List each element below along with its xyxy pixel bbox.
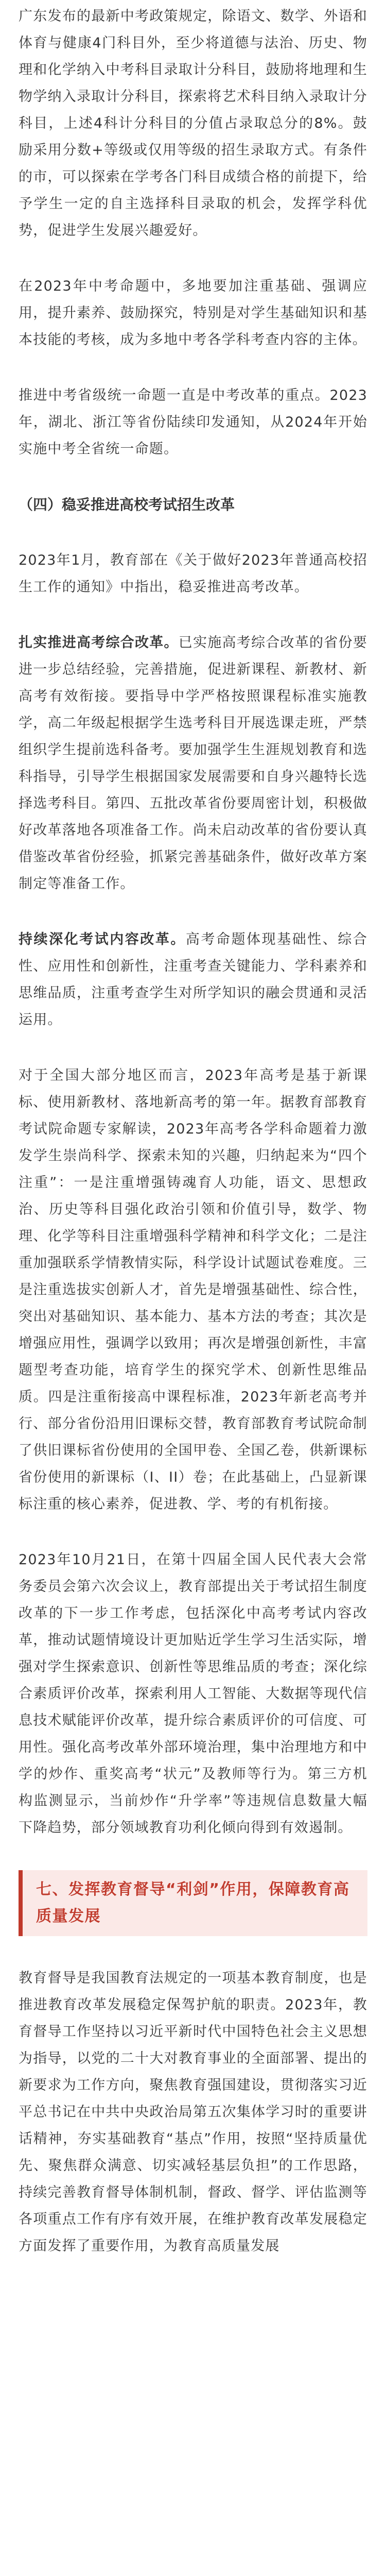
paragraph-content-reform: [19, 926, 367, 1033]
paragraph-guangdong-zhongkao: 广东发布的最新中考政策规定，除语文、数学、外语和体育与健康4门科目外，至少将道德与法治、历史、物理和化学纳入中考科目录取计分科目，鼓励将地理和生物学纳入录取计分科目，探索将艺术科目纳入录取计分科目，上述4科计分科目的分值占录取总分的8%。鼓励采用分数+等级或仅用等级的招生录取方式。有条件的市，可以探索在学考各门科目成绩合格的前提下，给予学生一定的自主选择科目录取的机会，发挥学科优势，促进学生发展兴趣爱好。: [19, 8, 367, 239]
paragraph-lead: 扎实推进高考综合改革。: [19, 635, 179, 651]
subheading-gaokao-reform: （四）稳妥推进高校考试招生改革: [19, 496, 235, 513]
paragraph-npc-meeting: 2023年10月21日，在第十四届全国人民代表大会常务委员会第六次会议上，教育部提出关于考试招生制度改革的下一步工作考虑，包括深化中高考考试内容改革，推动试题情境设计更加贴近学生学习生活实际，增强对学生探索意识、创新性等思维品质的考查；深化综合素质评价改革，探索利用人工智能、大数据等现代信息技术赋能评价改革，提升综合素质评价的可信度、可用性。强化高考改革外部环境治理，集中治理地方和中学的炒作、重奖高考“状元”及教师等行为。第三方机构监测显示，当前炒作“升学率”等违规信息数量大幅下降趋势，部分领域教育功利化倾向得到有效遏制。: [19, 1552, 367, 1836]
paragraph-body: 高考命题体现基础性、综合性、应用性和创新性，注重考查关键能力、学科素养和思维品质，注重考查学生对所学知识的融会贯通和灵活运用。: [19, 931, 368, 1028]
article-body: [0, 3, 386, 2260]
paragraph-ministry-notice: 2023年1月，教育部在《关于做好2023年普通高校招生工作的通知》中指出，稳妥推进高考改革。: [19, 552, 367, 595]
paragraph-lead: 持续深化考试内容改革。: [19, 931, 186, 947]
paragraph-2023-zhongkao-questions: 在2023年中考命题中，多地要加注重基础、强调应用，提升素养、鼓励探究，特别是对学生基础知识和基本技能的考核，成为多地中考各学科考查内容的主体。: [19, 278, 367, 348]
paragraph-education-supervision: 教育督导是我国教育法规定的一项基本教育制度，也是推进教育改革发展稳定保驾护航的职责。2023年，教育督导工作坚持以习近平新时代中国特色社会主义思想为指导，以党的二十大对教育事业的全面部署、提出的新要求为工作方向，聚焦教育强国建设，贯彻落实习近平总书记在中共中央政治局第五次集体学习时的重要讲话精神，夯实基础教育“基点”作用，按照“坚持质量优先、聚焦群众满意、切实减轻基层负担”的工作思路，持续完善教育督导体制机制，督政、督学、评估监测等各项重点工作有序有效开展，在维护教育改革发展稳定方面发挥了重要作用，为教育高质量发展: [19, 1970, 367, 2254]
paragraph-provincial-unified-exam: 推进中考省级统一命题一直是中考改革的重点。2023年，湖北、浙江等省份陆续印发通知，从2024年开始实施中考全省统一命题。: [19, 387, 367, 457]
paragraph-comprehensive-reform: [19, 630, 367, 897]
paragraph-body: 已实施高考综合改革的省份要进一步总结经验，完善措施，促进新课程、新教材、新高考有效衔接。要指导中学严格按照课程标准实施教学，高二年级起根据学生选考科目开展选课走班，严禁组织学生提前选科备考。要加强学生生涯规划教育和选科指导，引导学生根据国家发展需要和自身兴趣特长选择选考科目。第四、五批改革省份要周密计划，积极做好改革落地各项准备工作。尚未启动改革的省份要认真借鉴改革省份经验，抓紧完善基础条件，做好改革方案制定等准备工作。: [19, 635, 368, 892]
paragraph-four-emphases: 对于全国大部分地区而言，2023年高考是基于新课标、使用新教材、落地新高考的第一年。据教育部教育考试院命题专家解读，2023年高考各学科命题着力激发学生崇尚科学、探索未知的兴趣，归纳起来为“四个注重”：一是注重增强铸魂育人功能，语文、思想政治、历史等科目强化政治引领和价值引导，数学、物理、化学等科目注重增强科学精神和科学文化；二是注重加强联系学情教情实际，科学设计试题试卷难度。三是注重选拔实创新人才，首先是增强基础性、综合性，突出对基础知识、基本能力、基本方法的考查；其次是增强应用性，强调学以致用；再次是增强创新性，丰富题型考查功能，培育学生的探究学术、创新性思维品质。四是注重衔接高中课程标准，2023年新老高考并行、部分省份沿用旧课标交替，教育部教育考试院命制了供旧课标省份使用的全国甲卷、全国乙卷，供新课标省份使用的新课标（I、II）卷；在此基础上，凸显新课标注重的核心素养，促进教、学、考的有机衔接。: [19, 1067, 367, 1512]
section-heading-education-supervision: 七、发挥教育督导“利剑”作用，保障教育高质量发展: [19, 1870, 367, 1936]
